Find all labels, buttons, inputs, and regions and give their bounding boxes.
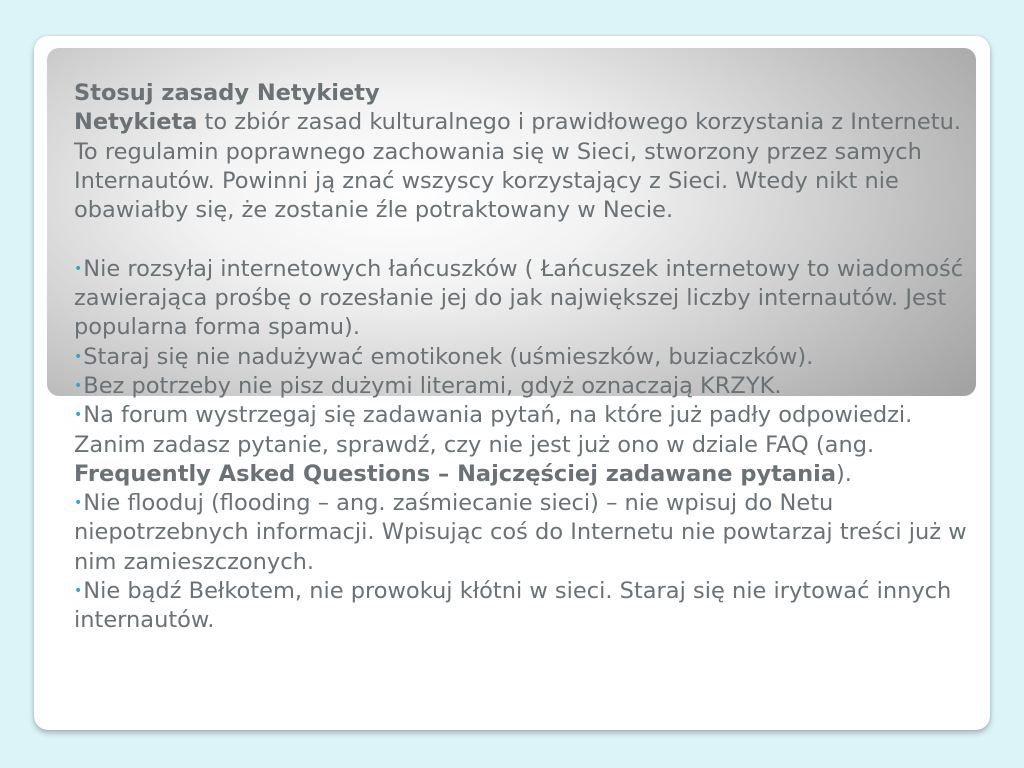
- bullet-icon: •: [74, 407, 83, 424]
- intro-text: to zbiór zasad kulturalnego i prawidłowego korzystania z Internetu. To regulamin poprawnego zachowania się w Sieci, stworzony przez samych Internautów. Powinni ją znać wszyscy korzystający z Sieci. Wtedy nikt nie obawiałby się, że zostanie źle potraktowany w Necie.: [74, 109, 961, 224]
- bullet-text: Na forum wystrzegaj się zadawania pytań, na które już padły odpowiedzi. Zanim zadasz pytanie, sprawdź, czy nie jest już ono w dziale FAQ (ang.: [74, 402, 913, 458]
- bullet-item: [74, 255, 984, 343]
- slide-content: [74, 79, 984, 636]
- bullet-text: Nie rozsyłaj internetowych łańcuszków ( Łańcuszek internetowy to wiadomość zawierająca prośbę o rozesłanie jej do jak największej liczby internautów. Jest popularna forma spamu).: [74, 255, 964, 341]
- bullet-text: Staraj się nie nadużywać emotikonek (uśmieszków, buziaczków).: [83, 343, 814, 370]
- paragraph-spacer: [74, 225, 984, 254]
- bullet-icon: •: [74, 348, 83, 365]
- bullet-item: [74, 577, 984, 636]
- intro-term: Netykieta: [74, 109, 198, 136]
- bullet-text: Bez potrzeby nie pisz dużymi literami, gdyż oznaczają KRZYK.: [83, 372, 782, 399]
- intro-paragraph: [74, 108, 984, 225]
- bullet-icon: •: [74, 583, 83, 600]
- bullet-item: [74, 372, 984, 401]
- bullet-icon: •: [74, 377, 83, 394]
- bullet-text: Nie flooduj (flooding – ang. zaśmiecanie sieci) – nie wpisuj do Netu niepotrzebnych informacji. Wpisując coś do Internetu nie powtarzaj treści już w nim zamieszczonych.: [74, 490, 967, 575]
- bullet-text: Nie bądź Bełkotem, nie prowokuj kłótni w sieci. Staraj się nie irytować innych internautów.: [74, 578, 952, 634]
- bullet-item: [74, 401, 984, 489]
- bullet-item: [74, 489, 984, 577]
- bullet-bold-text: Frequently Asked Questions – Najczęściej zadawane pytania: [74, 460, 837, 487]
- bullet-item: [74, 343, 984, 372]
- slide-title: Stosuj zasady Netykiety: [74, 80, 380, 106]
- bullet-icon: •: [74, 260, 83, 277]
- bullet-tail-text: ).: [836, 460, 852, 487]
- bullet-icon: •: [74, 495, 83, 512]
